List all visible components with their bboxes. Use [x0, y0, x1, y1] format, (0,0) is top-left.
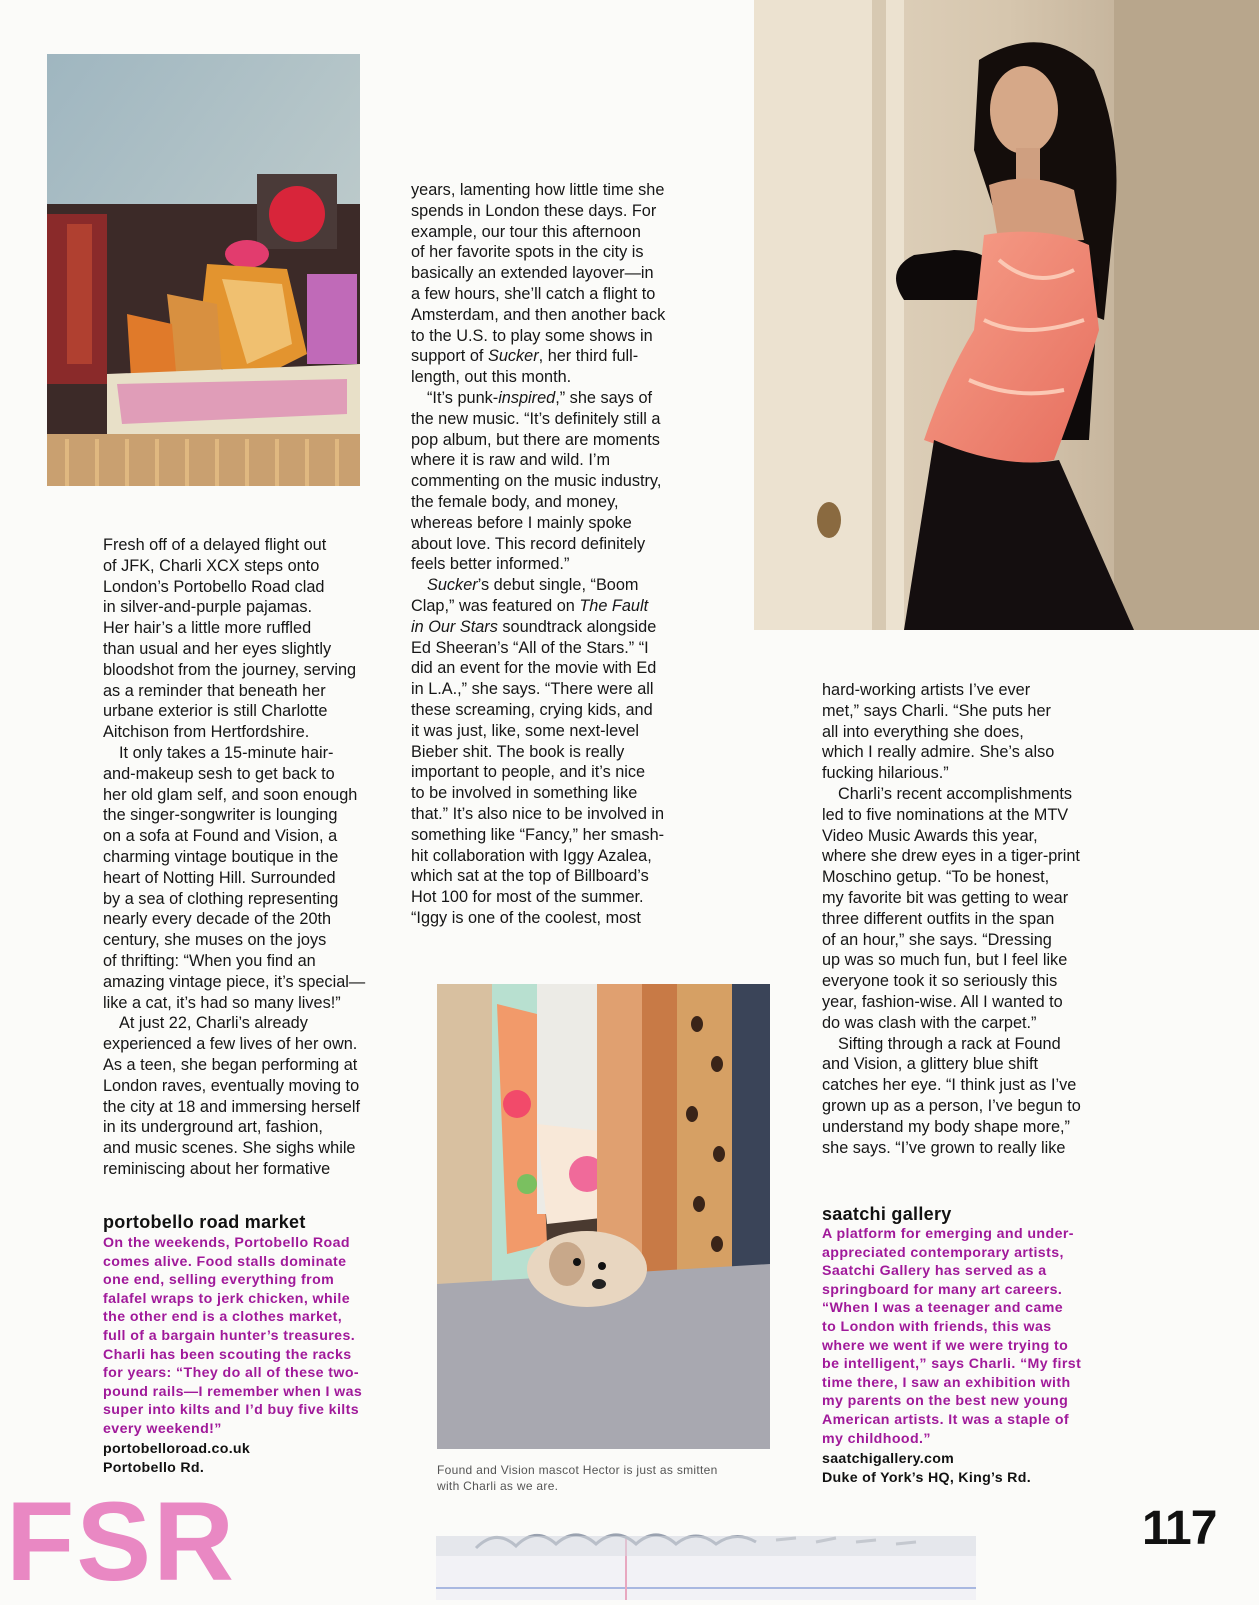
scanned-paper-edge [436, 1508, 976, 1600]
text-line: and-makeup sesh to get back to [103, 764, 335, 783]
text-line: up was so much fun, but I feel like [822, 951, 1068, 970]
text-line: of an hour,” she says. “Dressing [822, 930, 1052, 949]
text-line: she says. “I’ve grown to really like [822, 1138, 1066, 1157]
saatchi-sidebar-meta [822, 1450, 1031, 1488]
sidebar-line: On the weekends, Portobello Road [103, 1235, 350, 1251]
text-line: nearly every decade of the 20th [103, 910, 332, 929]
sidebar-line: my childhood.” [822, 1430, 931, 1447]
portobello-website-link[interactable]: portobelloroad.co.uk [103, 1441, 251, 1457]
text-line: of thrifting: “When you find an [103, 951, 316, 970]
text-line: and music scenes. She sighs while [103, 1139, 356, 1158]
text-span: ’s debut single, “Boom [477, 576, 639, 595]
text-line: in its underground art, fashion, [103, 1118, 323, 1137]
text-line: by a sea of clothing representing [103, 889, 339, 908]
album-title: Sucker [427, 576, 478, 595]
text-line: hard-working artists I’ve ever [822, 681, 1031, 699]
text-line [411, 346, 665, 367]
text-span: , her third full- [538, 347, 639, 366]
text-line: the new music. “It’s definitely still a [411, 409, 661, 428]
sidebar-line: my parents on the best new young [822, 1393, 1069, 1410]
sidebar-line: A platform for emerging and under- [822, 1226, 1074, 1242]
article-column-1 [103, 535, 365, 1180]
text-line [411, 596, 665, 617]
text-line [411, 388, 665, 409]
text-span: “It’s punk- [427, 388, 499, 407]
text-line: to be involved in something like [411, 784, 638, 803]
text-line: catches her eye. “I think just as I’ve [822, 1076, 1077, 1095]
film-title: in Our Stars [411, 617, 498, 636]
text-line: heart of Notting Hill. Surrounded [103, 868, 336, 887]
text-line: “Iggy is one of the coolest, most [411, 908, 641, 927]
text-line: reminiscing about her formative [103, 1159, 331, 1178]
text-line: a few hours, she’ll catch a flight to [411, 284, 656, 303]
text-line: charming vintage boutique in the [103, 847, 339, 866]
sidebar-line: Saatchi Gallery has served as a [822, 1263, 1047, 1280]
sidebar-line: one end, selling everything from [103, 1272, 335, 1289]
sidebar-line: comes alive. Food stalls dominate [103, 1253, 347, 1270]
text-line: than usual and her eyes slightly [103, 639, 332, 658]
sidebar-line: where we went if we were trying to [822, 1337, 1069, 1354]
text-line: urbane exterior is still Charlotte [103, 702, 328, 721]
portobello-sidebar-title: portobello road market [103, 1212, 306, 1232]
text-line: hit collaboration with Iggy Azalea, [411, 846, 652, 865]
saatchi-sidebar-body [822, 1225, 1081, 1448]
text-line: example, our tour this afternoon [411, 222, 641, 241]
page-number: 117 [1142, 1502, 1217, 1555]
text-line: like a cat, it’s had so many lives!” [103, 993, 341, 1012]
text-span: support of [411, 347, 484, 366]
text-line: Her hair’s a little more ruffled [103, 619, 312, 638]
article-column-2 [411, 180, 665, 929]
text-line: Video Music Awards this year, [822, 826, 1038, 845]
text-line: as a reminder that beneath her [103, 681, 326, 700]
text-line: important to people, and it’s nice [411, 763, 646, 782]
sidebar-line: full of a bargain hunter’s treasures. [103, 1327, 356, 1344]
text-line: whereas before I mainly spoke [411, 513, 632, 532]
fsr-logo: FSR [6, 1479, 236, 1604]
portobello-sidebar-meta [103, 1440, 250, 1478]
text-line: fucking hilarious.” [822, 764, 949, 783]
text-line: the singer-songwriter is lounging [103, 806, 338, 825]
text-line: length, out this month. [411, 368, 572, 387]
text-line: Amsterdam, and then another back [411, 305, 666, 324]
text-line: London’s Portobello Road clad [103, 577, 325, 596]
text-line: of her favorite spots in the city is [411, 243, 644, 262]
text-line: spends in London these days. For [411, 201, 657, 220]
text-span: ,” she says of [555, 388, 653, 407]
text-line: As a teen, she began performing at [103, 1055, 358, 1074]
sidebar-line: Charli has been scouting the racks [103, 1346, 352, 1363]
text-line: about love. This record definitely [411, 534, 646, 553]
text-line: and Vision, a glittery blue shift [822, 1055, 1039, 1074]
text-line: did an event for the movie with Ed [411, 659, 657, 678]
text-line: Aitchison from Hertfordshire. [103, 723, 310, 742]
text-line: which I really admire. She’s also [822, 743, 1055, 762]
caption-line: with Charli as we are. [437, 1479, 559, 1493]
text-line: all into everything she does, [822, 722, 1024, 741]
text-line: London raves, eventually moving to [103, 1076, 360, 1095]
text-line [411, 575, 665, 596]
portrait-photo [754, 0, 1259, 630]
portobello-sidebar-body [103, 1234, 362, 1439]
text-line: years, lamenting how little time she [411, 181, 665, 199]
text-line [411, 617, 665, 638]
text-line: to the U.S. to play some shows in [411, 326, 653, 345]
text-line: Charli’s recent accomplishments [838, 784, 1073, 803]
text-line: It only takes a 15-minute hair- [119, 743, 334, 762]
text-line: do was clash with the carpet.” [822, 1013, 1037, 1032]
text-line: century, she muses on the joys [103, 931, 327, 950]
text-line: on a sofa at Found and Vision, a [103, 827, 338, 846]
text-line: her old glam self, and soon enough [103, 785, 358, 804]
boutique-photo [47, 54, 360, 486]
text-line: which sat at the top of Billboard’s [411, 867, 649, 886]
text-line: the female body, and money, [411, 492, 619, 511]
text-line: in L.A.,” she says. “There were all [411, 680, 654, 699]
text-line: At just 22, Charli’s already [119, 1014, 308, 1033]
text-line: Sifting through a rack at Found [838, 1034, 1061, 1053]
text-line: met,” says Charli. “She puts her [822, 701, 1051, 720]
sidebar-line: be intelligent,” says Charli. “My first [822, 1356, 1082, 1373]
text-line: of JFK, Charli XCX steps onto [103, 556, 320, 575]
sidebar-line: super into kilts and I’d buy five kilts [103, 1402, 360, 1419]
text-span: soundtrack alongside [497, 617, 657, 636]
text-line: bloodshot from the journey, serving [103, 660, 357, 679]
text-line: experienced a few lives of her own. [103, 1035, 358, 1054]
sidebar-line: time there, I saw an exhibition with [822, 1374, 1071, 1391]
sidebar-line: springboard for many art careers. [822, 1281, 1063, 1298]
text-line: Moschino getup. “To be honest, [822, 868, 1050, 887]
text-span: Clap,” was featured on [411, 596, 575, 615]
text-line: grown up as a person, I’ve begun to [822, 1096, 1081, 1115]
article-column-3 [822, 680, 1081, 1158]
dog-photo [437, 984, 770, 1449]
text-line: Bieber shit. The book is really [411, 742, 625, 761]
text-line: in silver-and-purple pajamas. [103, 598, 313, 617]
text-line: commenting on the music industry, [411, 472, 662, 491]
sidebar-line: appreciated contemporary artists, [822, 1244, 1064, 1261]
sidebar-line: American artists. It was a staple of [822, 1411, 1070, 1428]
text-line: the city at 18 and immersing herself [103, 1097, 361, 1116]
text-line: something like “Fancy,” her smash- [411, 825, 665, 844]
text-line: Fresh off of a delayed flight out [103, 536, 327, 554]
sidebar-line: to London with friends, this was [822, 1318, 1052, 1335]
album-title: Sucker [487, 347, 539, 366]
text-line: feels better informed.” [411, 555, 570, 574]
text-line: understand my body shape more,” [822, 1117, 1070, 1136]
caption-line: Found and Vision mascot Hector is just as smitten [437, 1463, 718, 1477]
text-line: pop album, but there are moments [411, 430, 660, 449]
photo-caption [437, 1462, 718, 1494]
sidebar-line: the other end is a clothes market, [103, 1309, 343, 1326]
film-title: The Fault [579, 596, 649, 615]
text-line: Hot 100 for most of the summer. [411, 888, 644, 907]
sidebar-line: falafel wraps to jerk chicken, while [103, 1290, 351, 1307]
text-line: led to five nominations at the MTV [822, 805, 1069, 824]
sidebar-line: every weekend!” [103, 1420, 222, 1437]
sidebar-line: for years: “They do all of these two- [103, 1365, 360, 1382]
text-line: everyone took it so seriously this [822, 972, 1058, 991]
text-line: year, fashion-wise. All I wanted to [822, 992, 1063, 1011]
text-line: my favorite bit was getting to wear [822, 888, 1069, 907]
saatchi-address: Duke of York’s HQ, King’s Rd. [822, 1470, 1031, 1486]
text-line: amazing vintage piece, it’s special— [103, 972, 366, 991]
text-line: it was just, like, some next-level [411, 721, 640, 740]
text-line: basically an extended layover—in [411, 264, 654, 283]
text-line: Ed Sheeran’s “All of the Stars.” “I [411, 638, 649, 657]
text-line: these screaming, crying kids, and [411, 700, 653, 719]
saatchi-website-link[interactable]: saatchigallery.com [822, 1451, 955, 1467]
portobello-address: Portobello Rd. [103, 1460, 205, 1476]
saatchi-sidebar-title: saatchi gallery [822, 1204, 952, 1224]
text-line: that.” It’s also nice to be involved in [411, 804, 665, 823]
sidebar-line: “When I was a teenager and came [822, 1300, 1064, 1317]
text-line: three different outfits in the span [822, 909, 1055, 928]
text-line: where it is raw and wild. I’m [411, 451, 611, 470]
emphasis: inspired [498, 388, 556, 407]
sidebar-line: pound rails—I remember when I was [103, 1383, 363, 1400]
text-line: where she drew eyes in a tiger-print [822, 847, 1080, 866]
